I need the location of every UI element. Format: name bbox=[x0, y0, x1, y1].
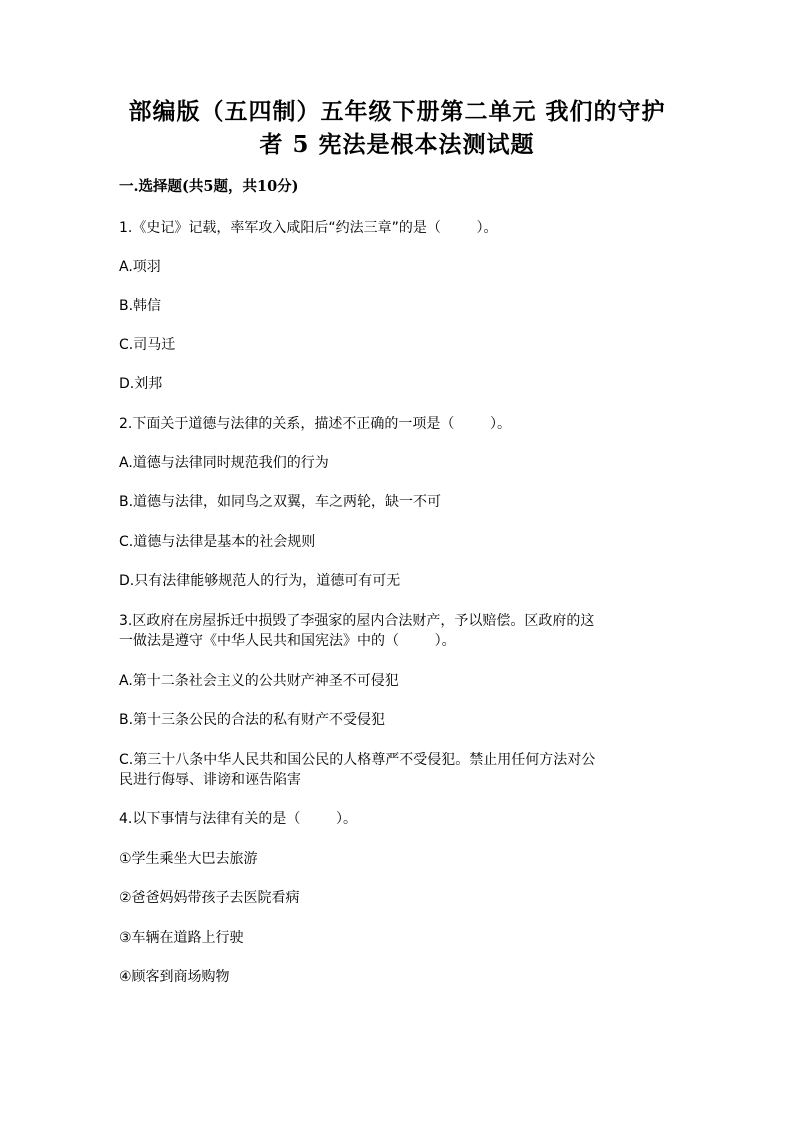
question-4-item-3: ③车辆在道路上行驶 bbox=[119, 930, 244, 946]
question-1-option-b: B.韩信 bbox=[119, 298, 162, 314]
question-3-stem bbox=[119, 611, 679, 651]
question-4-item-1: ①学生乘坐大巴去旅游 bbox=[119, 851, 258, 867]
question-3-stem-line-2: 一做法是遵守《中华人民共和国宪法》中的（ ）。 bbox=[119, 633, 456, 649]
question-2-option-b: B.道德与法律，如同鸟之双翼，车之两轮，缺一不可 bbox=[119, 494, 442, 510]
question-3-stem-line-1: 3.区政府在房屋拆迁中损毁了李强家的屋内合法财产，予以赔偿。区政府的这 bbox=[119, 613, 595, 629]
question-1-option-d: D.刘邦 bbox=[119, 376, 163, 392]
question-1-option-a: A.项羽 bbox=[119, 259, 161, 275]
document-title-line-2: 者 5 宪法是根本法测试题 bbox=[259, 131, 535, 158]
question-4-item-4: ④顾客到商场购物 bbox=[119, 969, 230, 985]
question-2-option-a: A.道德与法律同时规范我们的行为 bbox=[119, 455, 329, 471]
question-1-option-c: C.司马迁 bbox=[119, 337, 176, 353]
question-4-item-2: ②爸爸妈妈带孩子去医院看病 bbox=[119, 890, 300, 906]
question-3-option-b: B.第十三条公民的合法的私有财产不受侵犯 bbox=[119, 712, 386, 728]
question-3-option-c-line-2: 民进行侮辱、诽谤和诬告陷害 bbox=[119, 772, 301, 788]
question-1-stem: 1.《史记》记载，率军攻入咸阳后“约法三章”的是（ ）。 bbox=[119, 220, 498, 236]
question-2-stem: 2.下面关于道德与法律的关系，描述不正确的一项是（ ）。 bbox=[119, 416, 511, 432]
document-title-line-1: 部编版（五四制）五年级下册第二单元 我们的守护 bbox=[128, 98, 666, 125]
question-2-option-c: C.道德与法律是基本的社会规则 bbox=[119, 534, 316, 550]
question-2-option-d: D.只有法律能够规范人的行为，道德可有可无 bbox=[119, 573, 401, 589]
question-4-stem: 4.以下事情与法律有关的是（ ）。 bbox=[119, 811, 357, 827]
question-3-option-c bbox=[119, 750, 679, 790]
question-3-option-a: A.第十二条社会主义的公共财产神圣不可侵犯 bbox=[119, 673, 399, 689]
question-3-option-c-line-1: C.第三十八条中华人民共和国公民的人格尊严不受侵犯。禁止用任何方法对公 bbox=[119, 752, 596, 768]
section-heading: 一.选择题(共5题，共10分) bbox=[119, 178, 299, 195]
